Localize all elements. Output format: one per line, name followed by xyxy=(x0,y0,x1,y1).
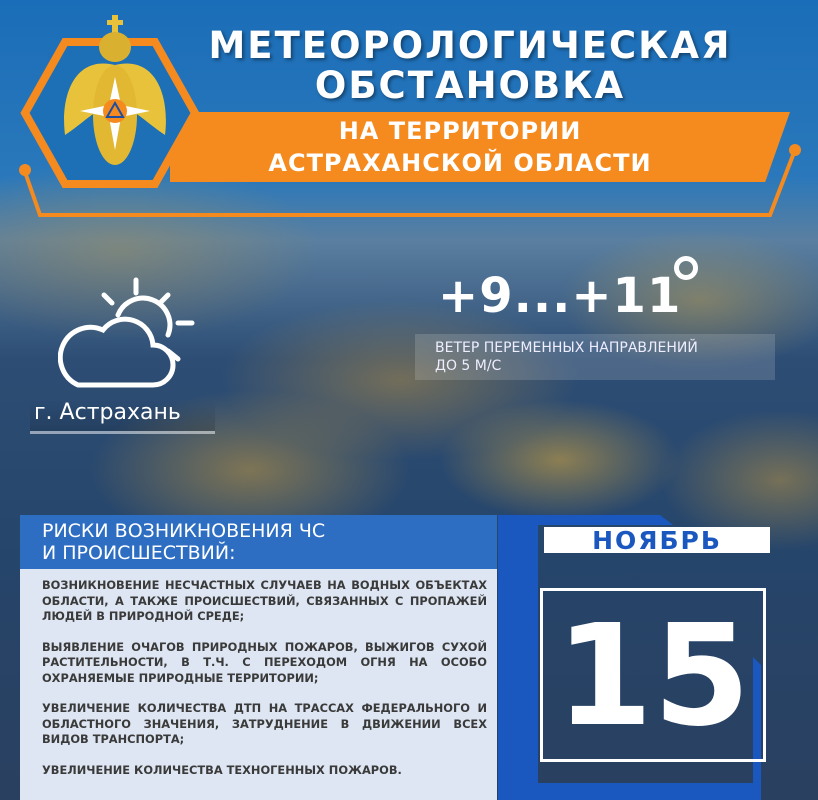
risks-heading xyxy=(20,515,497,569)
partly-cloudy-icon xyxy=(58,275,203,395)
subtitle-line-2: АСТРАХАНСКОЙ ОБЛАСТИ xyxy=(268,149,652,177)
connector-dot xyxy=(789,144,801,156)
wind-line-1: ВЕТЕР ПЕРЕМЕННЫХ НАПРАВЛЕНИЙ xyxy=(435,340,698,356)
risk-item: УВЕЛИЧЕНИЕ КОЛИЧЕСТВА ТЕХНОГЕННЫХ ПОЖАРОВ. xyxy=(42,762,402,777)
city-label: г. Астрахань xyxy=(30,400,215,434)
risks-title-line-2: И ПРОИСШЕСТВИЙ: xyxy=(42,542,236,564)
risks-title-line-1: РИСКИ ВОЗНИКНОВЕНИЯ ЧС xyxy=(42,520,326,542)
risks-list xyxy=(20,569,497,800)
risk-item: ВОЗНИКНОВЕНИЕ НЕСЧАСТНЫХ СЛУЧАЕВ НА ВОДНЫХ ОБЪЕКТАХ ОБЛАСТИ, А ТАКЖЕ ПРОИСШЕСТВИЙ, СВЯЗАННЫХ С ПРОПАЖЕЙ ЛЮДЕЙ В ПРИРОДНОЙ СРЕДЕ; xyxy=(42,578,487,623)
title-line-1: МЕТЕОРОЛОГИЧЕСКАЯ xyxy=(208,24,732,67)
temperature: +9...+11 xyxy=(438,268,682,324)
calendar-month: НОЯБРЬ xyxy=(544,527,770,553)
calendar-day: 15 xyxy=(555,595,751,758)
subtitle-line-1: НА ТЕРРИТОРИИ xyxy=(338,117,582,145)
title-line-2: ОБСТАНОВКА xyxy=(314,64,626,107)
risk-item: УВЕЛИЧЕНИЕ КОЛИЧЕСТВА ДТП НА ТРАССАХ ФЕДЕРАЛЬНОГО И ОБЛАСТНОГО ЗНАЧЕНИЯ, ЗАТРУДНЕНИЕ В ДВИЖЕНИИ ВСЕХ ВИДОВ ТРАНСПОРТА; xyxy=(42,701,487,746)
risk-item: ВЫЯВЛЕНИЕ ОЧАГОВ ПРИРОДНЫХ ПОЖАРОВ, ВЫЖИГОВ СУХОЙ РАСТИТЕЛЬНОСТИ, В Т.Ч. С ПЕРЕХОДОМ ОГНЯ НА ОСОБО ОХРАНЯЕМЫЕ ПРИРОДНЫЕ ТЕРРИТОРИИ; xyxy=(42,639,487,685)
degree-icon xyxy=(674,256,698,280)
wind-info xyxy=(415,334,775,380)
wind-line-2: ДО 5 М/С xyxy=(435,358,502,374)
